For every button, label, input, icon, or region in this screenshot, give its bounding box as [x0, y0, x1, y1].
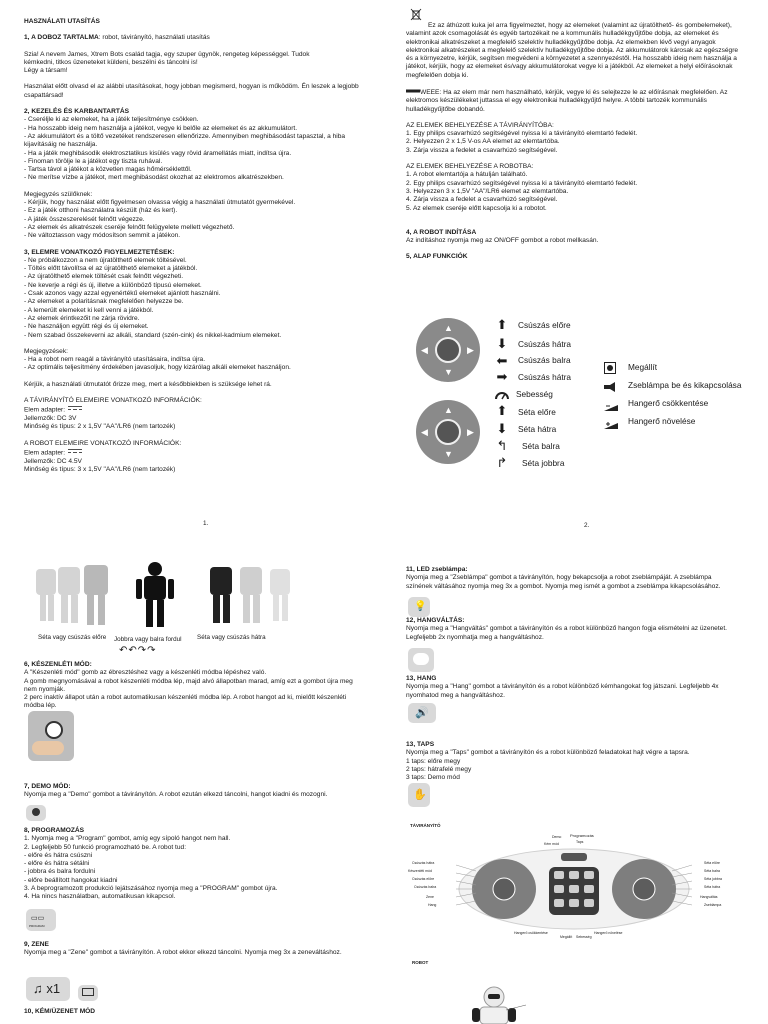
manual-page-4: [384, 545, 768, 1024]
intro-text: Szia! A nevem James, Xtrem Bots család tagja, egy szuper ügynök, rengeteg képességgel. Tudok kémkedni, titkos üzeneteket küldeni, beszélni és táncolni is! Légy a társam!: [24, 50, 310, 75]
section-6-heading: 6, KÉSZENLÉTI MÓD:: [24, 661, 92, 668]
callout-slide-left: Csúszás balra: [414, 885, 437, 889]
hand-icon: [32, 741, 64, 755]
page3-column: [24, 661, 369, 711]
arrow-down-icon: ▼: [444, 367, 453, 377]
callout-volume-up: Hangerő növelése: [594, 931, 623, 935]
callout-slide-back: Csúszás hátra: [412, 861, 435, 865]
section-11-heading: 11, LED zseblámpa:: [406, 566, 468, 573]
notes-heading: Megjegyzések:: [24, 347, 68, 355]
page-number: 1.: [203, 520, 209, 527]
voice-change-button-icon: [408, 648, 434, 672]
manual-title: HASZNÁLATI UTASÍTÁS: [24, 18, 100, 25]
remote-battery-heading: AZ ELEMEK BEHELYEZÉSE A TÁVIRÁNYÍTÓBA:: [406, 121, 554, 129]
function-label: Séta előre: [518, 407, 556, 417]
weee-text: WEEE: Ha az elem már nem használható, kérjük, vegye ki és selejtezze le az előírásnak megfelelően. Az elektromos készülékeket juttassa el egy elektronikai hulladékgyűjtő helyre. A többi tartozék kommunális hulladékgyűjtőbe dobandó.: [406, 88, 728, 113]
arrow-down-icon: ▼: [444, 449, 453, 459]
standby-icon: [45, 721, 63, 739]
robot-movement-illustration: [30, 559, 340, 634]
remote-battery-steps: 1. Egy philips csavarhúzó segítségével nyissa ki a távirányító elemtartó fedelét. 2. Helyezzen 2 x 1,5 V-os AA elemet az elemtartóba. 3. Zárja vissza a fedelet a csavarhúzó segítségével.: [406, 130, 638, 154]
callout-speed: Sebesség: [576, 935, 592, 939]
function-label: Csúszás balra: [518, 355, 571, 365]
caption-turn: Jobbra vagy balra fordul: [114, 636, 182, 643]
callout-voice-change: Hangváltás: [700, 895, 718, 899]
arrow-right-icon: ➡: [496, 369, 508, 384]
callout-music: Zene: [426, 895, 434, 899]
section-2-list: - Cseréljle ki az elemeket, ha a játék teljesítménye csökken. - Ha hosszabb ideig nem használja a játékot, vegye ki belőle az elemeket és az akkumulátort. - Az akkumulátort és a töltő vezetéket rendszeresen ellenőrizze. Amennyiben meghibásodást tapasztal, a hiba kijavításáig ne használja. - Ha a játék meghibásodik elektrosztatikus kisülés vagy rövid áramellátás miatt, indítsa újra. - Finoman törölje le a játékot egy tiszta ruhával. - Tartsa távol a játékot a közvetlen magas hőmérséklettől. - Ne merítse vízbe a játékot, mert meghibásodást okozhat az elektromos alkatrészekben.: [24, 116, 346, 182]
callout-walk-left: Séta balra: [704, 869, 720, 873]
robot-photo: [466, 985, 546, 1024]
section-7-heading: 7, DEMO MÓD:: [24, 783, 71, 790]
section-9-text: Nyomja meg a "Zene" gombot a távirányítón. A robot ekkor elkezd táncolni. Nyomja meg 3x a zeneváltáshoz.: [24, 949, 342, 957]
section-13: 13, HANG Nyomja meg a "Hang" gombot a távirányítón és a robot különböző kémhangokat fog játszani. Legfeljebb 4x nyomhatod meg a hangváltáshoz.: [406, 675, 756, 700]
section-12: 12, HANGVÁLTÁS: Nyomja meg a "Hangváltás" gombot a távirányítón és a robot különböző hangon fogja elismételni az üzenetet. Legfeljebb 2x nyomhatja meg a hangváltáshoz.: [406, 617, 756, 642]
manual-page-2: [384, 0, 768, 545]
arrow-right-icon: ▶: [467, 427, 474, 437]
arrow-up-icon: ⬆: [496, 317, 508, 332]
section-11: 11, LED zseblámpa: Nyomja meg a "Zseblámpa" gombot a távirányítón, hogy bekapcsolja a robot zseblámpáját. A zseblámpa színének váltásához nyomja meg 3x a gombot. Nyomja meg ismét a gombot a zseblámpa kikapcsolásához.: [406, 566, 756, 591]
function-label: Hangerő növelése: [628, 416, 696, 426]
music-button-icon: ♫ x1: [26, 977, 70, 1001]
section-6-text: A "Készenléti mód" gomb az ébresztéshez vagy a készenléti módba lépéshez való. A gomb megnyomásával a robot készenléti módba lép, majd alvó állapotban marad, amíg ezt a gombot újra meg nem nyomják. 2 perc inaktív állapot után a robot automatikusan készenléti módba lép. A robot hangot ad ki, mielőtt készenléti módba lép.: [24, 669, 353, 710]
arrow-up-icon: ▲: [444, 405, 453, 415]
section-taps-heading: 13, TAPS: [406, 741, 435, 748]
parents-note-heading: Megjegyzés szülőknek:: [24, 190, 93, 198]
callout-walk-back: Séta hátra: [704, 885, 721, 889]
function-label: Csúszás előre: [518, 320, 571, 330]
function-label: Séta jobbra: [522, 458, 565, 468]
section-taps: 13, TAPS Nyomja meg a "Taps" gombot a távirányítón és a robot különböző feladatokat hajt végre a tapsra. 1 taps: előre megy 2 taps: hátrafelé megy 3 taps: Demo mód: [406, 741, 756, 782]
section-3-heading: 3, ELEMRE VONATKOZÓ FIGYELMEZTETÉSEK:: [24, 248, 175, 256]
flashlight-icon: [603, 380, 617, 398]
walk-down-icon: ⬇: [496, 421, 508, 436]
page1-column: [24, 18, 369, 474]
arrow-left-icon: ◀: [421, 427, 428, 437]
keep-manual-text: Kérjük, a használati útmutatót őrizze meg, mert a későbbiekben is szüksége lehet rá.: [24, 380, 272, 388]
program-button-icon: ▭▭ PROGRAM: [26, 909, 56, 931]
remote-battery-info: A TÁVIRÁNYÍTÓ ELEMEIRE VONATKOZÓ INFORMÁCIÓK: Elem adapter: Jellemzők: DC 3V Minőség és típus: 2 x 1,5V "AA"/LR6 (nem tartozék): [24, 396, 202, 431]
page2-column: [406, 22, 756, 262]
pad-center: [435, 419, 461, 445]
volume-down-icon: [603, 399, 619, 417]
robot-battery-steps: 1. A robot elemtartója a hátulján található. 2. Egy philips csavarhúzó segítségével nyissa ki a távirányító elemtartó fedelét. 3. Helyezzen 3 x 1,5V "AA"/LR6 elemet az elemtartóba. 4. Zárja vissza a fedelet a csavarhúzó segítségével. 5. Az elemek cseréje előtt kapcsolja ki a robotot.: [406, 171, 638, 212]
function-label: Sebesség: [516, 389, 553, 399]
section-4-text: Az indításhoz nyomja meg az ON/OFF gombot a robot mellkasán.: [406, 237, 599, 245]
function-label: Csúszás hátra: [518, 339, 572, 349]
remote-control-drawing: [404, 831, 744, 941]
demo-button-icon: [26, 805, 46, 821]
manual-page-3: [0, 545, 384, 1024]
function-label: Séta balra: [522, 441, 560, 451]
function-label: Megállít: [628, 362, 658, 372]
crossed-bin-icon: [410, 8, 422, 24]
callout-stop: Megállít: [560, 935, 573, 939]
walk-control-pad: [416, 400, 480, 464]
section-4-heading: 4, A ROBOT INDÍTÁSA: [406, 228, 477, 236]
function-label: Séta hátra: [518, 424, 557, 434]
section-12-heading: 12, HANGVÁLTÁS:: [406, 617, 465, 624]
weee-bar-icon: [406, 88, 420, 96]
callout-clap: Taps: [576, 840, 584, 844]
function-label: Hangerő csökkentése: [628, 398, 709, 408]
callout-walk-forward: Séta előre: [704, 861, 720, 865]
robot-battery-info: A ROBOT ELEMEIRE VONATKOZÓ INFORMÁCIÓK: Elem adapter: Jellemzők: DC 4.5V Minőség és típus: 3 x 1,5V "AA"/LR6 (nem tartozék): [24, 439, 182, 473]
walk-left-icon: ↰: [496, 438, 508, 453]
turn-arrows-icon: ↶↶↷↷: [119, 645, 157, 656]
page-number: 2.: [584, 522, 590, 529]
section-8-heading: 8, PROGRAMOZÁS: [24, 827, 85, 834]
callout-sound: Hang: [428, 903, 437, 907]
section-13-heading: 13, HANG: [406, 675, 437, 682]
caption-backward: Séta vagy csúszás hátra: [197, 634, 266, 641]
slide-control-pad: [416, 318, 480, 382]
callout-volume-down: Hangerő csökkentése: [514, 931, 548, 935]
standby-button-photo: [28, 711, 74, 761]
notes-list: - Ha a robot nem reagál a távirányító utasításaira, indítsa újra. - Az optimális teljesítmény érdekében javasoljuk, hogy kizárólag alkáli elemeket használjon.: [24, 356, 291, 372]
spy-button-icon: [78, 985, 98, 1001]
box-contents: 1, A DOBOZ TARTALMA: robot, távirányító, használati utasítás: [24, 34, 210, 42]
section-9: [24, 941, 369, 958]
robot-battery-heading: AZ ELEMEK BEHELYEZÉSE A ROBOTBA:: [406, 163, 534, 171]
volume-up-icon: [603, 417, 619, 435]
remote-control-diagram: [404, 831, 744, 941]
callout-demo: Demo: [552, 835, 562, 839]
remote-label: TÁVIRÁNYÍTÓ: [410, 823, 441, 828]
function-label: Csúszás hátra: [518, 372, 572, 382]
arrow-left-icon: ◀: [421, 345, 428, 355]
arrow-right-icon: ▶: [467, 345, 474, 355]
section-3-list: - Ne próbálkozzon a nem újratölthető elemek töltésével. - Töltés előtt távolítsa el az újratölthető elemeket a játékból. - Az újratölthető elemek töltését csak felnőtt végezheti. - Ne keverje a régi és új, illetve a különböző típusú elemeket. - Csak azonos vagy azzal egyenértékű elemeket ajánlott használni. - Az elemeket a polaritásnak megfelelően helyezze be. - A lemerült elemeket ki kell venni a játékból. - Az elemek érintkezőit ne zárja rövidre. - Ne használjon együtt régi és új elemeket. - Nem szabad összekeverni az alkáli, standard (szén-cink) és nikkel-kadmium elemeket.: [24, 256, 282, 339]
function-label: Zseblámpa be és kikapcsolása: [628, 380, 742, 390]
flashlight-button-icon: 💡: [408, 597, 430, 617]
stop-icon: [604, 361, 616, 379]
read-first-text: Használat előtt olvasd el az alábbi utasításokat, hogy jobban megismerd, hogyan is működöm. Én leszek a legjobb csapattársad!: [24, 83, 359, 99]
callout-walk-right: Séta jobbra: [704, 877, 722, 881]
section-9-heading: 9, ZENE: [24, 941, 49, 948]
dc-symbol-icon: [67, 448, 83, 457]
arrow-left-icon: ⬅: [496, 353, 508, 368]
bin-warning-text: Ez az áthúzott kuka jel arra figyelmeztet, hogy az elemeket (valamint az újratölthető- és gombelemeket), valamint azok csomagolását és egyéb tartozékait ne a kommunális hulladékgyűjtőbe dobja, az elemeket és elektronikai alkatrészeket a megfelelő szelektív hulladékgyűjtőbe dobja. Az elemekben lévő vegyi anyagok elektronikai alkatrészeket a megfelelő szelektív hulladékgyűjtőbe dobja. Az akkumulátorok károsak az egészségre és a környezetre, kérjük, segítsen megvédeni a környezetet a szennyezéstől. Ha hosszabb ideig nem használja a játékot, kérjük, hogy az elemeket és/vagy akkumulátorokat vegye ki a játékból. Az elemeket a helyi előírásoknak megfelelően dobja ki.: [406, 22, 739, 79]
callout-spy: Kém mód: [544, 842, 559, 846]
section-10-heading: 10, KÉM/ÜZENET MÓD: [24, 1008, 96, 1015]
callout-flashlight: Zseblámpa: [704, 903, 722, 907]
callout-standby: Készenléti mód: [408, 869, 432, 873]
arrow-down-icon: ⬇: [496, 336, 508, 351]
parents-note-list: - Kérjük, hogy használat előtt figyelmesen olvassa végig a használati útmutatót gyermekével. - Ez a játék otthoni használatra készült (ház és kert). - A játék összeszerelését felnőtt végezze. - Az elemek és alkatrészek cseréje felnőtt felügyelete mellett végezhető. - Ne változtasson vagy módosítson semmit a játékon.: [24, 199, 296, 240]
pad-center: [435, 337, 461, 363]
arrow-up-icon: ▲: [444, 323, 453, 333]
section-8-list: 1. Nyomja meg a "Program" gombot, amíg egy sípoló hangot nem hall. 2. Legfeljebb 50 funkció programozható be. A robot tud: - előre és hátra csúszni - előre és hátra sétálni - jobbra és balra fordulni - előre beállított hangokat kiadni 3. A beprogramozott produkció lejátszásához nyomja meg a "PROGRAM" gombot újra. 4. Ha nincs használatban, automatikusan kikapcsol.: [24, 835, 278, 901]
section-7: [24, 783, 369, 800]
walk-right-icon: ↱: [496, 455, 508, 470]
section-7-text: Nyomja meg a "Demo" gombot a távirányítón. A robot ezután elkezd táncolni, hangot kiadni és mozogni.: [24, 791, 328, 799]
section-2-heading: 2, KEZELÉS ÉS KARBANTARTÁS: [24, 108, 130, 116]
robot-label: ROBOT: [412, 960, 429, 965]
section-5-heading: 5, ALAP FUNKCIÓK: [406, 253, 468, 261]
walk-up-icon: ⬆: [496, 403, 508, 418]
section-8: [24, 827, 369, 902]
callout-programming: Programozás: [570, 833, 594, 838]
callout-slide-forward: Csúszás előre: [412, 877, 435, 881]
caption-forward: Séta vagy csúszás előre: [38, 634, 107, 641]
clap-button-icon: ✋: [408, 783, 430, 807]
manual-page-1: [0, 0, 384, 545]
sound-button-icon: 🔊: [408, 703, 436, 723]
dc-symbol-icon: [67, 405, 83, 414]
